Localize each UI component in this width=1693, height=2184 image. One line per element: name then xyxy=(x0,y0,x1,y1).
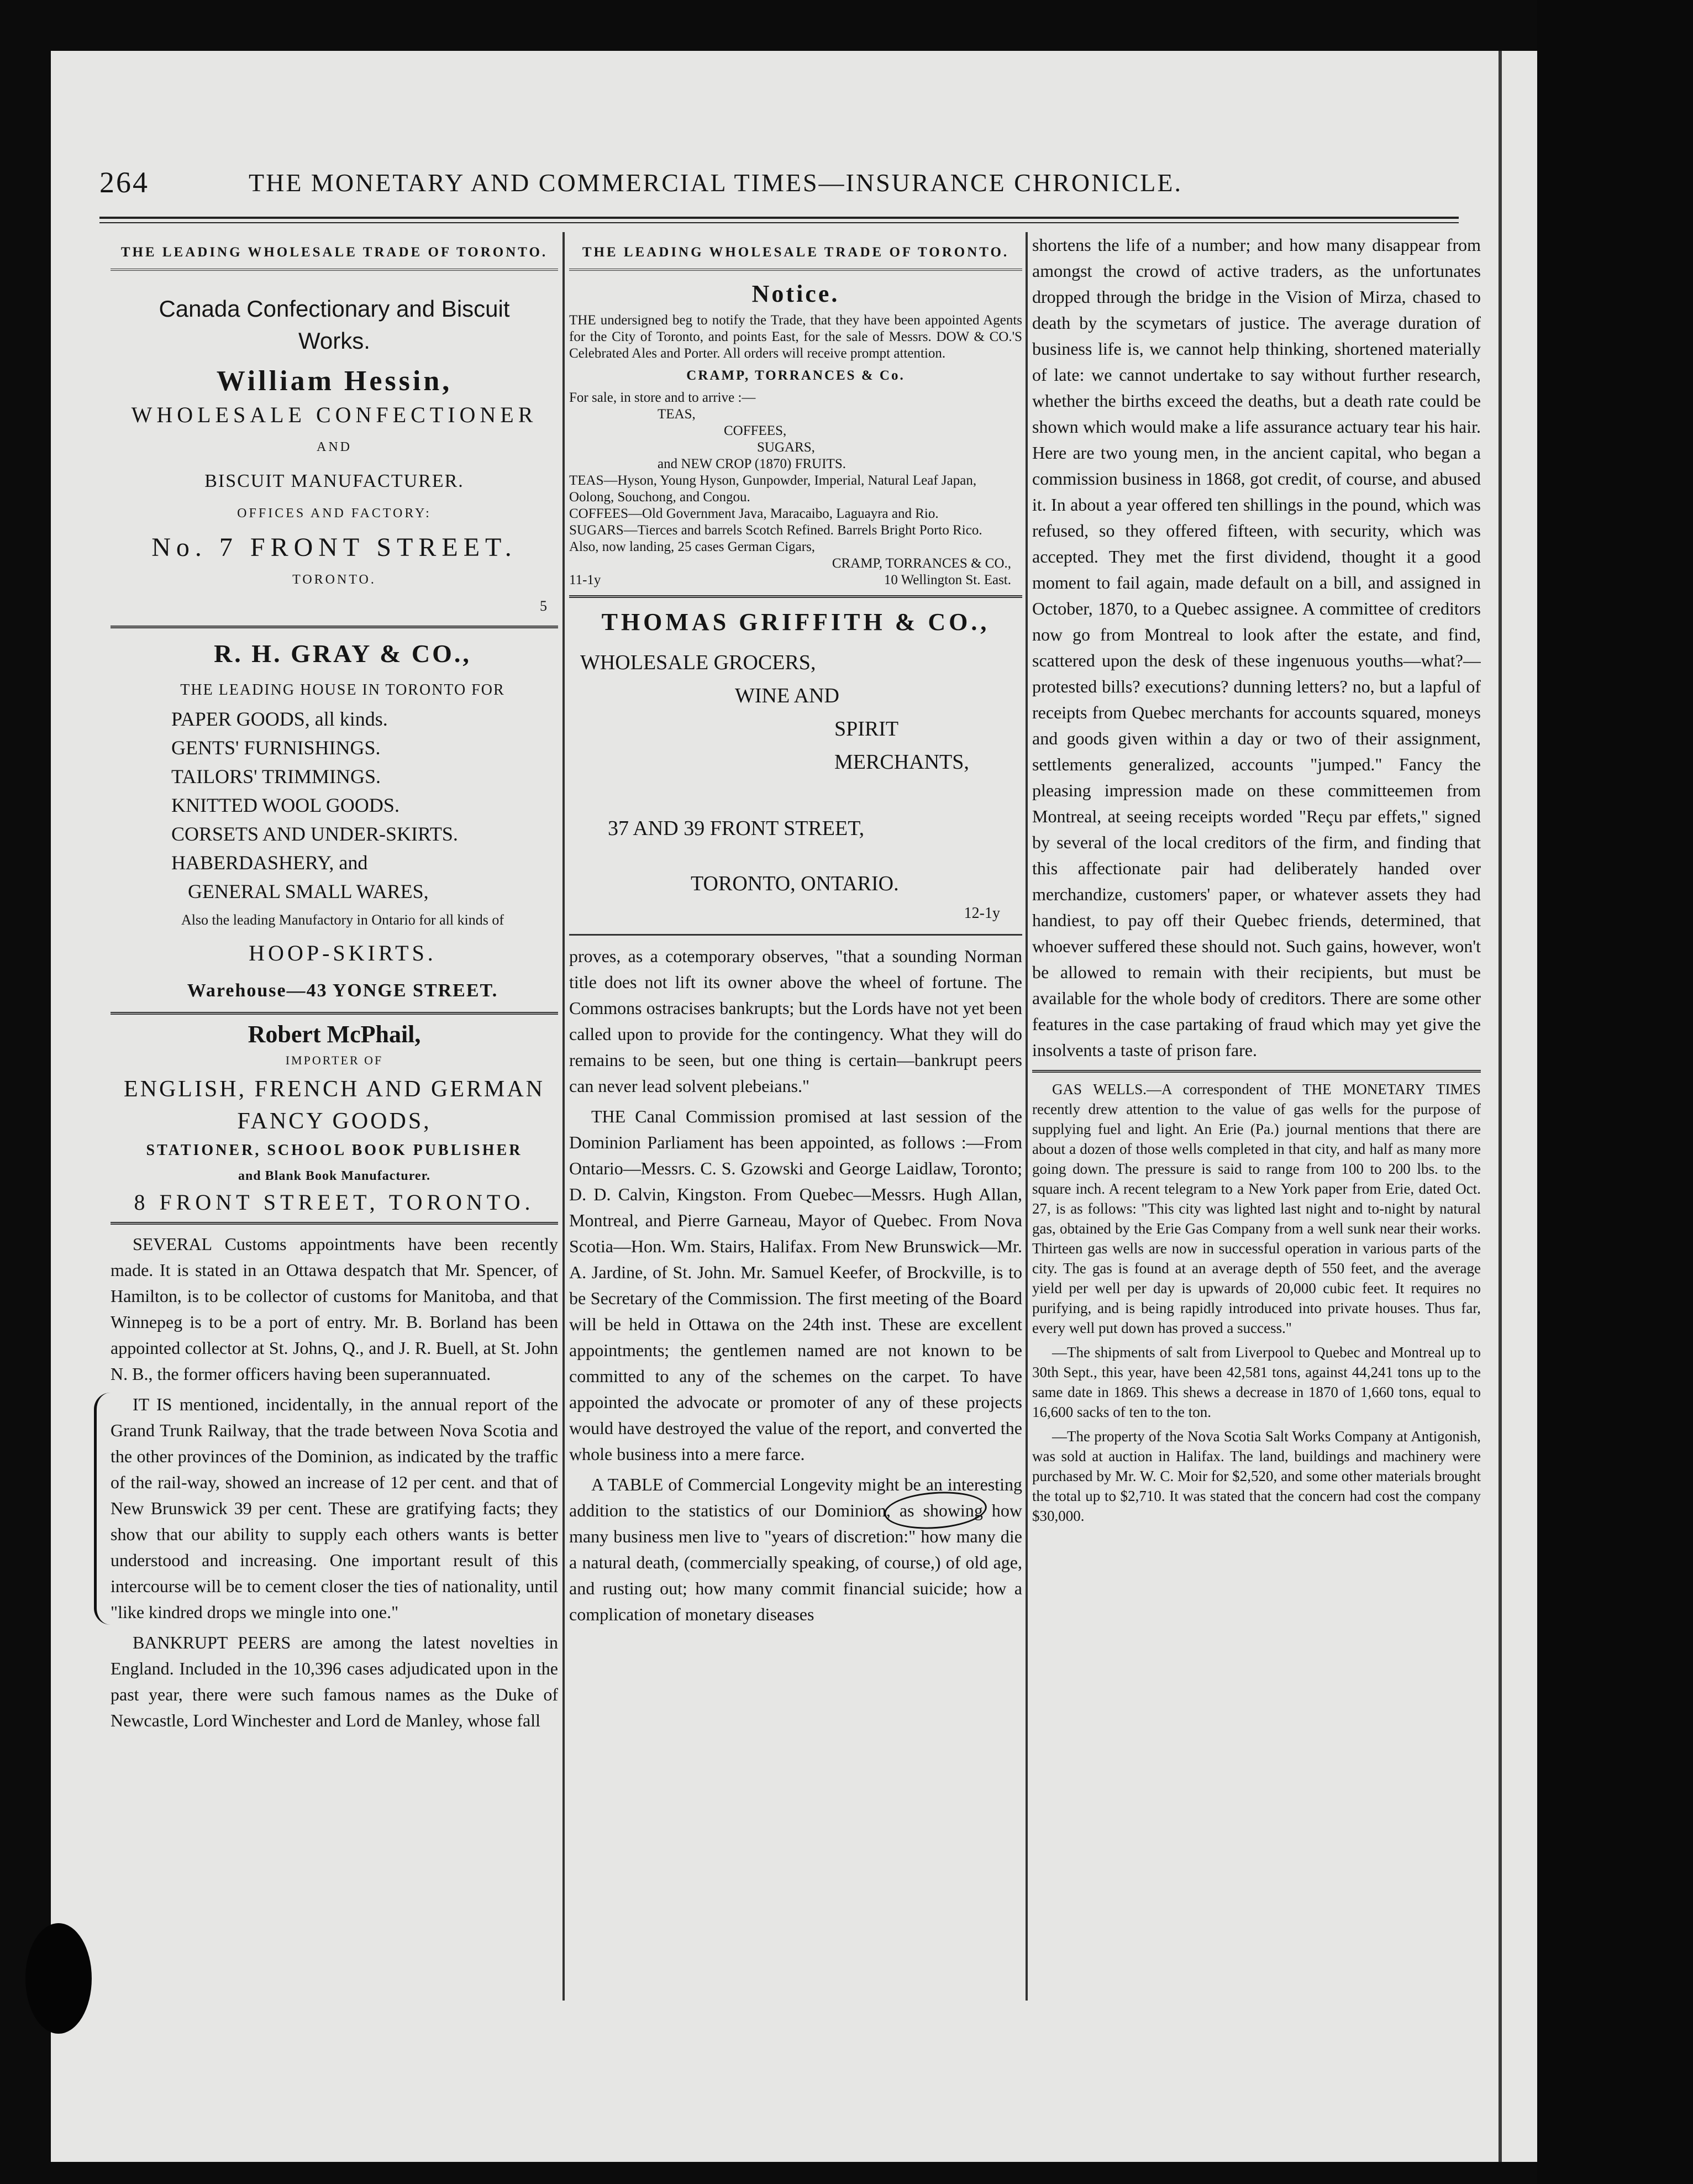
ad-footer xyxy=(569,572,1022,589)
column-3-article xyxy=(1032,232,1481,1063)
ad-line: and Blank Book Manufacturer. xyxy=(238,1169,431,1183)
ad-line: CORSETS AND UNDER-SKIRTS. xyxy=(171,823,458,845)
paragraph: A TABLE of Commercial Longevity might be an interesting addition to the statistics of our Dominion, as showing how many business men live to "years of discretion:" how many die a natural death, (commercially speaking, of course,) of old age, and rusting out; how many commit financial suicide; how a complication of monetary diseases xyxy=(569,1474,1022,1624)
paragraph: GAS WELLS.—A correspondent of THE MONETARY TIMES recently drew attention to the value of gas wells for the purpose of supplying fuel and light. An Erie (Pa.) journal mentions that there are about a dozen of those wells completed in that city, and half as many more going down. The pressure is said to range from 100 to 200 lbs. to the square inch. A recent telegram to a New York paper from Erie, dated Oct. 27, is as follows: "This city was lighted last night and to-night by natural gas, obtained by the Erie Gas Company from a well sunk near their works. Thirteen gas wells are now in successful operation in various parts of the city. The gas is found at an average depth of 550 feet, and the average yield per well per day is upwards of 20,000 cubic feet. It requires no purifying, and is being rapidly introduced into private houses. Thus far, every well put down has proved a success." xyxy=(1032,1081,1481,1336)
ad-name: THOMAS GRIFFITH & CO., xyxy=(601,608,990,636)
ad-name: Robert McPhail, xyxy=(248,1021,421,1048)
ad-line: ENGLISH, FRENCH AND GERMAN xyxy=(123,1077,545,1102)
ad-line: Also the leading Manufactory in Ontario for all kinds of xyxy=(181,912,504,928)
notice-advertisement xyxy=(569,281,1022,362)
paragraph: —The property of the Nova Scotia Salt Works Company at Antigonish, was sold at auction in Halifax. The land, buildings and machinery were purchased by Mr. W. C. Moir for $2,520, and some other materials brought the total up to $2,710. It was stated that the concern had cost the company $30,000. xyxy=(1032,1428,1481,1524)
notice-title: Notice. xyxy=(751,280,840,307)
ad-line: THE LEADING HOUSE IN TORONTO FOR xyxy=(180,681,505,699)
ad-line: AND xyxy=(317,440,352,454)
ad-line: GENTS' FURNISHINGS. xyxy=(171,737,381,759)
column-3-news xyxy=(1032,1079,1481,1526)
ad-number: 12-1y xyxy=(964,905,1000,922)
paragraph: THE Canal Commission promised at last session of the Dominion Parliament has been appointed, as follows :—From Ontario—Messrs. C. S. Gzowski and George Laidlaw, Toronto; D. D. Calvin, Kingston. From Quebec—Messrs. Hugh Allan, Montreal, and Pierre Garneau, Mayor of Quebec. From Nova Scotia—Hon. Wm. Stairs, Halifax. From New Brunswick—Mr. A. Jardine, of St. John. Mr. Samuel Keefer, of Brockville, is to be Secretary of the Commission. The first meeting of the Board will be held in Ottawa on the 24th inst. These are excellent appointments; the gentlemen named are not known to be committed to any of the schemes on the carpet. To have appointed the advocate or promoter of any of these projects would have destroyed the value of the report, and converted the whole business into a mere farce. xyxy=(569,1106,1022,1464)
ad-line: SUGARS, xyxy=(757,440,815,455)
ad-line: TEAS, xyxy=(658,407,696,422)
ad-line: WHOLESALE CONFECTIONER xyxy=(131,402,538,427)
header-rule xyxy=(99,217,1459,219)
ad-line: SPIRIT MERCHANTS, xyxy=(834,717,969,774)
ad-line: TAILORS' TRIMMINGS. xyxy=(171,765,381,788)
ad-line: COFFEES—Old Government Java, Maracaibo, Laguayra and Rio. xyxy=(569,506,939,521)
ad-address: 37 AND 39 FRONT STREET, xyxy=(608,817,865,840)
ad-line: SUGARS—Tierces and barrels Scotch Refined. Barrels Bright Porto Rico. xyxy=(569,523,982,538)
column-1-article xyxy=(111,1231,558,1734)
publication-title: THE MONETARY AND COMMERCIAL TIMES—INSURANCE CHRONICLE. xyxy=(249,168,1182,197)
ad-address: No. 7 FRONT STREET. xyxy=(151,533,517,562)
ad-line: HOOP-SKIRTS. xyxy=(249,941,437,965)
column-divider-2 xyxy=(1026,232,1028,2001)
ad-line: For sale, in store and to arrive :— xyxy=(569,390,756,405)
paragraph: SEVERAL Customs appointments have been recently made. It is stated in an Ottawa despatch that Mr. Spencer, of Hamilton, is to be collector of customs for Manitoba, and that Winnepeg is to be a port of entry. Mr. B. Borland has been appointed collector at St. Johns, Q., and J. R. Buell, at St. John N. B., the former officers having been superannuated. xyxy=(111,1234,558,1384)
ad-number: 11-1y xyxy=(569,573,601,587)
ad-line: GENERAL SMALL WARES, xyxy=(188,880,429,902)
ad-name: CRAMP, TORRANCES & Co. xyxy=(686,368,905,383)
separator xyxy=(111,1222,558,1225)
column-2 xyxy=(569,232,1022,2001)
ad-line: WHOLESALE GROCERS, xyxy=(580,651,816,674)
mcphail-advertisement xyxy=(111,1021,558,1215)
section-heading: THE LEADING WHOLESALE TRADE OF TORONTO. xyxy=(569,232,1022,271)
ad-line: TEAS—Hyson, Young Hyson, Gunpowder, Imperial, Natural Leaf Japan, Oolong, Souchong, and Congou. xyxy=(569,473,977,505)
ad-number: 5 xyxy=(540,598,547,614)
margin-bracket-mark xyxy=(94,1393,114,1625)
ad-line: BISCUIT MANUFACTURER. xyxy=(204,471,464,491)
griffith-advertisement xyxy=(569,609,1022,926)
ad-name: William Hessin, xyxy=(216,365,453,397)
gray-advertisement xyxy=(111,639,558,1005)
paragraph: proves, as a cotemporary observes, "that a sounding Norman title does not lift its owner above the wheel of fortune. The Commons ostracises bankrupts; but the Lords have not yet been called upon to provide for the contingency. What they will do remains to be seen, but one thing is certain—bankrupt peers can never lead solvent plebeians." xyxy=(569,946,1022,1096)
ad-address: 10 Wellington St. East. xyxy=(884,573,1011,587)
ad-line: KNITTED WOOL GOODS. xyxy=(171,794,399,816)
ad-line: IMPORTER OF xyxy=(285,1053,383,1067)
paragraph: —The shipments of salt from Liverpool to Quebec and Montreal up to 30th Sept., this year, have been 42,581 tons, against 44,241 tons up to the same date in 1869. This shews a decrease in 1870 of 1,660 tons, equal to 16,600 sacks of ten to the ton. xyxy=(1032,1344,1481,1420)
notice-text: THE undersigned beg to notify the Trade, that they have been appointed Agents for the City of Toronto, and points East, for the sale of Messrs. DOW & CO.'S Celebrated Ales and Porter. All orders will receive prompt attention. xyxy=(569,313,1022,361)
ad-signature: CRAMP, TORRANCES & CO., xyxy=(832,556,1011,571)
page-number: 264 xyxy=(99,166,149,199)
ad-line: PAPER GOODS, all kinds. xyxy=(171,708,388,730)
ad-name: R. H. GRAY & CO., xyxy=(214,639,471,668)
paragraph: IT IS mentioned, incidentally, in the annual report of the Grand Trunk Railway, that the trade between Nova Scotia and the other provinces of the Dominion, as indicated by the traffic of the rail-way, showed an increase of 12 per cent. and that of New Brunswick 39 per cent. These are gratifying facts; they show that our ability to supply each others wants is better understood and increasing. One important result of this intercourse will be to cement closer the ties of nationality, until "like kindred drops we mingle into one." xyxy=(111,1394,558,1622)
column-divider-1 xyxy=(562,232,565,2001)
section-heading: THE LEADING WHOLESALE TRADE OF TORONTO. xyxy=(111,232,558,271)
column-1 xyxy=(111,232,558,2001)
ad-city: TORONTO, ONTARIO. xyxy=(691,872,899,895)
paragraph: BANKRUPT PEERS are among the latest novelties in England. Included in the 10,396 cases adjudicated upon in the past year, there were such famous names as the Duke of Newcastle, Lord Winchester and Lord de Manley, whose fall xyxy=(111,1632,558,1730)
separator xyxy=(111,1012,558,1015)
ad-line: OFFICES AND FACTORY: xyxy=(237,506,432,521)
separator xyxy=(111,626,558,628)
ad-line: WINE AND xyxy=(735,684,839,707)
ad-address: 8 FRONT STREET, TORONTO. xyxy=(134,1190,535,1215)
separator xyxy=(1032,1070,1481,1073)
hessin-advertisement xyxy=(111,293,558,619)
masthead xyxy=(99,160,1415,204)
header-rule-thin xyxy=(99,222,1459,223)
ad-line: and NEW CROP (1870) FRUITS. xyxy=(658,456,846,471)
separator xyxy=(569,595,1022,598)
cramp-advertisement xyxy=(569,368,1022,589)
ad-line: HABERDASHERY, and xyxy=(171,852,368,874)
ad-line: FANCY GOODS, xyxy=(237,1109,432,1134)
column-3 xyxy=(1032,232,1481,2001)
ad-line: STATIONER, SCHOOL BOOK PUBLISHER xyxy=(146,1142,523,1159)
ad-address: Warehouse—43 YONGE STREET. xyxy=(187,980,498,1001)
ad-line: Canada Confectionary and Biscuit xyxy=(159,296,510,322)
separator xyxy=(569,934,1022,936)
ink-blot xyxy=(25,1923,92,2034)
scan-dark-margin xyxy=(1537,0,1693,2184)
ad-line: Also, now landing, 25 cases German Cigars, xyxy=(569,539,816,554)
paragraph: shortens the life of a number; and how many disappear from amongst the crowd of active traders, as the unfortunates dropped through the bridge in the Vision of Mirza, chased to death by the scymetars of justice. The average duration of business life is, we cannot help thinking, shortened materially of late: we cannot undertake to say without further research, whether the births exceed the deaths, but a death rate could be shown which would make a life assurance actuary tear his hair. Here are two young men, in the ancient capital, who began a commission business in 1868, got credit, of course, and abused it. In about a year offered ten shillings in the pound, which was refused, so they offered fifteen, with security, which was accepted. They met the first dividend, thought it a good moment to fail again, made default on a bill, and assigned in October, 1870, to a Quebec assignee. A committee of creditors now go from Montreal to look after the estate, and find, scattered upon the desk of these ingenuous youths—what?—protested bills? executions? dunning letters? no, but a lapful of receipts from Quebec merchants for accounts squared, moneys and goods given within a day or two of their assignment, settlements generalized, accounts "jumped." Fancy the pleasing impression made on these committeemen from Montreal, at seeing receipts worded "Reçu par effets," signed by several of the local creditors of the firm, and finding that this affectionate pair had deliberately handed over merchandize, customers' paper, or whatever assets they had handiest, to pay off their Quebec friends, determined, that whoever suffered these should not. Such gains, however, won't be allowed to remain with their recipients, but must be available for the whole body of creditors. There are some other features in the case partaking of fraud which may yet give the insolvents a taste of prison fare. xyxy=(1032,235,1481,1060)
page-edge-shadow xyxy=(1499,51,1502,2162)
ad-line: COFFEES, xyxy=(724,423,787,438)
ad-city: TORONTO. xyxy=(292,573,376,587)
ad-line: Works. xyxy=(298,328,370,354)
